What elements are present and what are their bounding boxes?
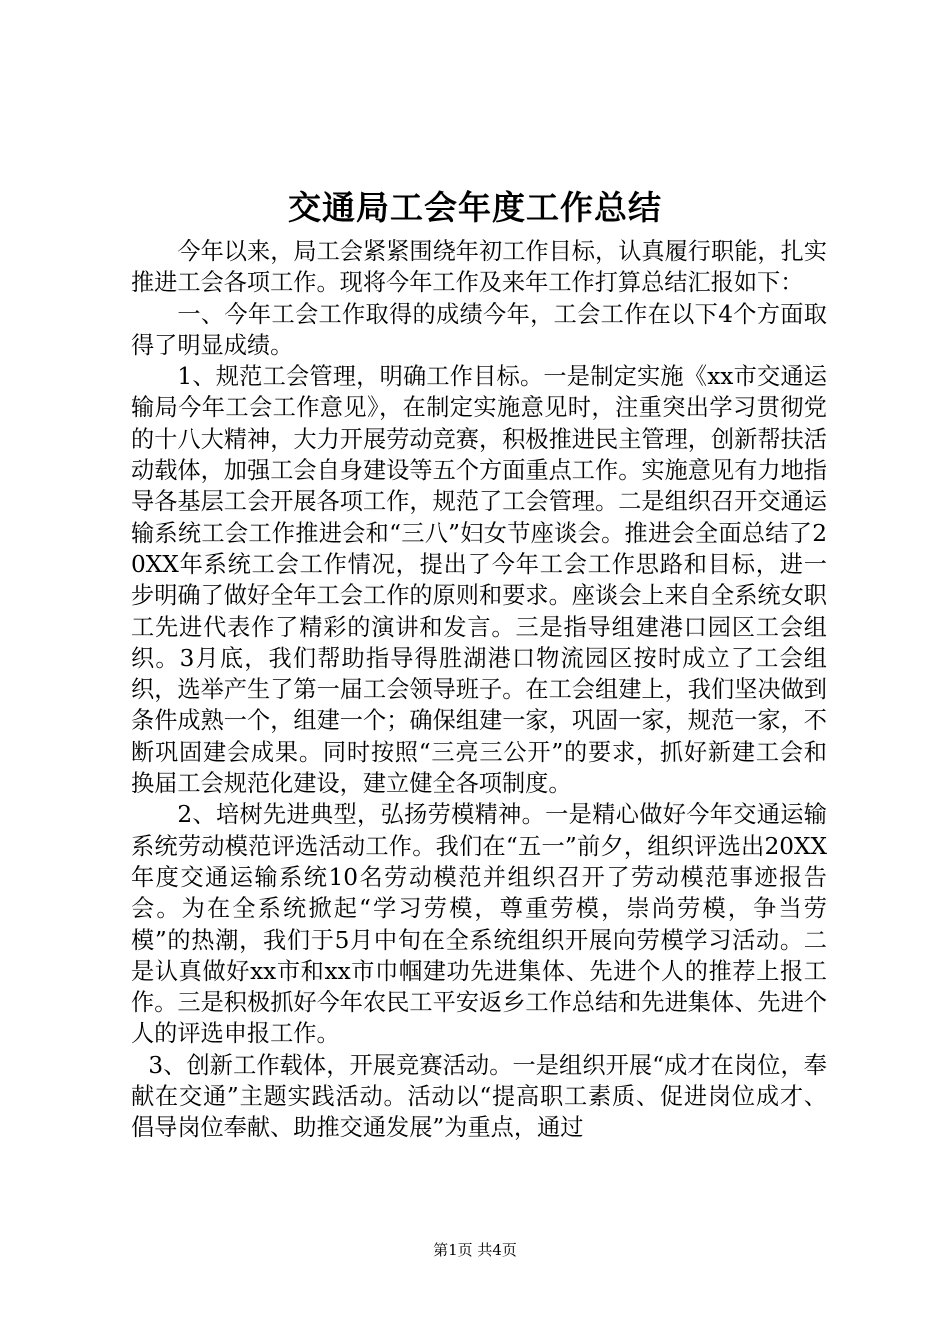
document-title: 交通局工会年度工作总结 — [288, 188, 662, 227]
paragraph-section-heading: 一、今年工会工作取得的成绩今年，工会工作在以下4个方面取得了明显成绩。 — [131, 300, 827, 359]
paragraph-item-2: 2、培树先进典型，弘扬劳模精神。一是精心做好今年交通运输系统劳动模范评选活动工作。我们在“五一”前夕，组织评选出20XX年度交通运输系统10名劳动模范并组织召开了劳动模范事迹报告会。为在全系统掀起“学习劳模，尊重劳模，崇尚劳模，争当劳模”的热潮，我们于5月中旬在全系统组织开展向劳模学习活动。二是认真做好xx市和xx市巾帼建功先进集体、先进个人的推荐上报工作。三是积极抓好今年农民工平安返乡工作总结和先进集体、先进个人的评选申报工作。 — [131, 801, 827, 1048]
document-body — [131, 236, 827, 1144]
paragraph-item-3: 3、创新工作载体，开展竞赛活动。一是组织开展“成才在岗位，奉献在交通”主题实践活动。活动以“提高职工素质、促进岗位成才、倡导岗位奉献、助推交通发展”为重点，通过 — [131, 1051, 827, 1142]
paragraph-item-1: 1、规范工会管理，明确工作目标。一是制定实施《xx市交通运输局今年工会工作意见》，在制定实施意见时，注重突出学习贯彻党的十八大精神，大力开展劳动竞赛，积极推进民主管理，创新帮扶活动载体，加强工会自身建设等五个方面重点工作。实施意见有力地指导各基层工会开展各项工作，规范了工会管理。二是组织召开交通运输系统工会工作推进会和“三八”妇女节座谈会。推进会全面总结了20XX年系统工会工作情况，提出了今年工会工作思路和目标，进一步明确了做好全年工会工作的原则和要求。座谈会上来自全系统女职工先进代表作了精彩的演讲和发言。三是指导组建港口园区工会组织。3月底，我们帮助指导得胜湖港口物流园区按时成立了工会组织，选举产生了第一届工会领导班子。在工会组建上，我们坚决做到条件成熟一个，组建一个；确保组建一家，巩固一家，规范一家，不断巩固建会成果。同时按照“三亮三公开”的要求，抓好新建工会和换届工会规范化建设，建立健全各项制度。 — [131, 363, 827, 798]
page-number-footer: 第1页 共4页 — [433, 1241, 517, 1259]
paragraph-intro: 今年以来，局工会紧紧围绕年初工作目标，认真履行职能，扎实推进工会各项工作。现将今年工作及来年工作打算总结汇报如下： — [131, 238, 827, 297]
